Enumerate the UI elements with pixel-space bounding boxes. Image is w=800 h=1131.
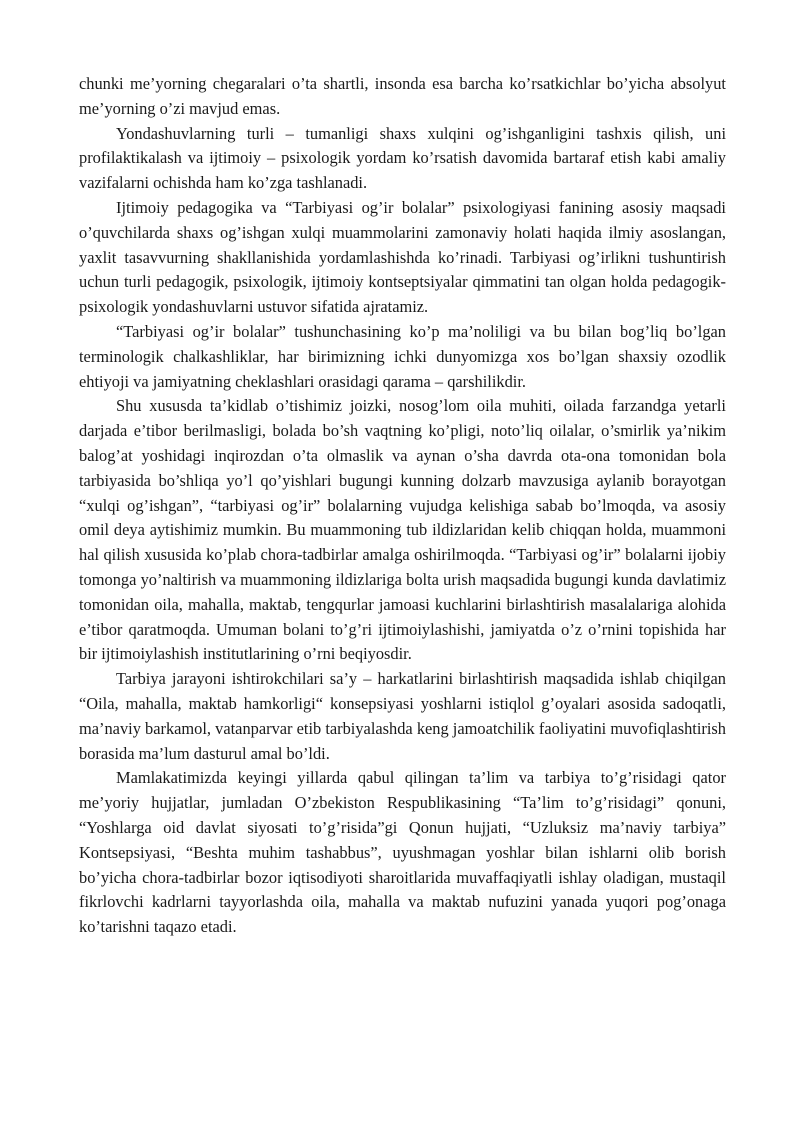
paragraph-approaches: Yondashuvlarning turli – tumanligi shaxs xulqini og’ishganligini tashxis qilish, uni profilaktikalash va ijtimoiy – psixologik yordam ko’rsatish davomida bartaraf etish kabi amaliy vazifalarni ochishda ham ko’zga tashlanadi. (79, 123, 726, 193)
paragraph-social-pedagogy: Ijtimoiy pedagogika va “Tarbiyasi og’ir bolalar” psixologiyasi fanining asosiy maqsadi o’quvchilarda shaxs og’ishgan xulqi muammolarini zamonaviy holati haqida ilmiy asoslangan, yaxlit tasavvurning shakllanishida yordamlashishda ko’rinadi. Tarbiyasi og’irlikni tushuntirish uchun turli pedagogik, psixologik, ijtimoiy kontseptsiyalar qimmatini tan olgan holda pedagogik-psixologik yondashuvlarni ustuvor sifatida ajratamiz. (79, 197, 726, 317)
paragraph-normative-documents: Mamlakatimizda keyingi yillarda qabul qilingan ta’lim va tarbiya to’g’risidagi qator me’yoriy hujjatlar, jumladan O’zbekiston Respublikasining “Ta’lim to’g’risidagi” qonuni, “Yoshlarga oid davlat siyosati to’g’risida”gi Qonun hujjati, “Uzluksiz ma’naviy tarbiya” Kontsepsiyasi, “Beshta muhim tashabbus”, uyushmagan yoshlar bilan ishlarni olib borish bo’yicha chora-tadbirlar bozor iqtisodiyoti sharoitlarida muvaffaqiyatli ishlay oladigan, mustaqil fikrlovchi kadrlarni tayyorlashda oila, mahalla va maktab nufuzini yanada yuqori pog’onaga ko’tarishni taqazo etadi. (79, 768, 726, 937)
paragraph-continuation: chunki me’yorning chegaralari o’ta shartli, insonda esa barcha ko’rsatkichlar bo’yicha absolyut me’yorning o’zi mavjud emas. (79, 74, 726, 118)
paragraph-difficult-children-concept: “Tarbiyasi og’ir bolalar” tushunchasining ko’p ma’noliligi va bu bilan bog’liq bo’lgan terminologik chalkashliklar, har birimizning ichki dunyomizga xos bo’lgan shaxsiy ozodlik ehtiyoji va jamiyatning cheklashlari orasidagi qarama – qarshilikdir. (79, 321, 726, 391)
paragraph-family-environment: Shu xususda ta’kidlab o’tishimiz joizki, nosog’lom oila muhiti, oilada farzandga yetarli darjada e’tibor berilmasligi, bolada bo’sh vaqtning ko’pligi, noto’liq oilalar, o’smirlik ya’nikim balog’at yoshidagi inqirozdan o’ta olmaslik va aynan o’sha davrda ota-ona tomonidan bola tarbiyasida bo’shliqa yo’l qo’yishlari bugungi kunning dolzarb mavzusiga aylanib borayotgan “xulqi og’ishgan”, “tarbiyasi og’ir” bolalarning vujudga kelishiga sabab bo’lmoqda, va asosiy omil deya aytishimiz mumkin. Bu muammoning tub ildizlaridan kelib chiqqan holda, muammoni hal qilish xususida ko’plab chora-tadbirlar amalga oshirilmoqda. “Tarbiyasi og’ir” bolalarni ijobiy tomonga yo’naltirish va muammoning ildizlariga bolta urish maqsadida bugungi kunda davlatimiz tomonidan oila, mahalla, maktab, tengqurlar jamoasi kuchlarini birlashtirish masalalariga alohida e’tibor qaratmoqda. Umuman bolani to’g’ri ijtimoiylashishi, jamiyatda o’z o’rnini topishida har bir ijtimoiylashish institutlarining o’rni beqiyosdir. (79, 396, 726, 664)
paragraph-cooperation-concept: Tarbiya jarayoni ishtirokchilari sa’y – harkatlarini birlashtirish maqsadida ishlab chiqilgan “Oila, mahalla, maktab hamkorligi“ konsepsiyasi yoshlarni istiqlol g’oyalari asosida sadoqatli, ma’naviy barkamol, vatanparvar etib tarbiyalashda keng jamoatchilik faoliyatini muvofiqlashtirish borasida ma’lum dasturul amal bo’ldi. (79, 669, 726, 763)
document-page (79, 72, 726, 940)
